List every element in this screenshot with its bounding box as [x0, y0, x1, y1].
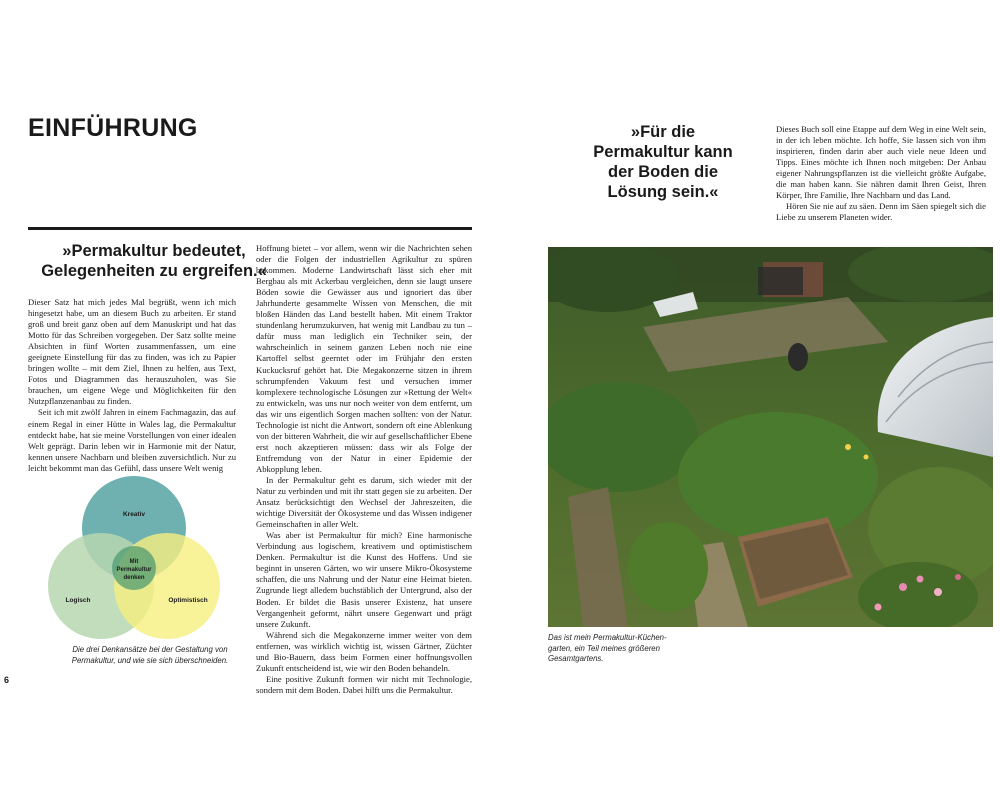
- venn-label-optimistisch: Optimistisch: [168, 597, 208, 604]
- pull-quote-right-line: der Boden die: [607, 163, 718, 181]
- page-number: 6: [4, 675, 10, 685]
- venn-caption: [50, 645, 250, 666]
- venn-label-center: Mit: [129, 559, 139, 565]
- body-column-1: [28, 297, 236, 474]
- paragraph: Dieses Buch soll eine Etappe auf dem Weg in eine Welt sein, in der ich leben möchte. Ich hoffe, Sie lassen sich von ihm inspirieren, finden darin aber auch viele neue Ideen und Tipps. Eines möchte ich Ihnen noch mitgeben: Der Anbau eigener Nahrungspflanzen ist die vielleicht größte Aufgabe, die man haben kann. Sie nähren damit Ihren Geist, Ihren Körper, Ihre Familie, Ihre Nachbarn und das Land.: [776, 124, 986, 201]
- paragraph: Während sich die Megakonzerne immer weiter von dem entfernen, was wirklich wichtig ist, wissen Gärtner, Züchter und Bio-Bauern, dass beim Formen einer hoffnungsvollen Zukunft entscheidend ist, wie wir den Boden behandeln.: [256, 629, 472, 673]
- photo-flower: [899, 583, 907, 591]
- caption-line: Die drei Denkansätze bei der Gestaltung von: [72, 645, 228, 654]
- venn-diagram: [48, 476, 220, 642]
- caption-line: Permakultur, und wie sie sich überschneiden.: [71, 655, 229, 665]
- photo-shed-solar-panel: [758, 267, 803, 295]
- photo-gardener: [788, 343, 808, 371]
- pull-quote-right-line: Permakultur kann: [593, 143, 733, 161]
- pull-quote-right-line: Lösung sein.«: [607, 183, 719, 201]
- paragraph: Dieser Satz hat mich jedes Mal begrüßt, wenn ich mich hingesetzt habe, um an diesem Buch zu arbeiten. Er stand groß und breit ganz oben auf dem Manuskript und hat das Motto für das Schreiben vorgegeben. Der Satz sollte meine Absichten in fünf Worten zusammenfassen, um eine geeignete Einstellung für das zu finden, was ich zu Papier bringen wollte – mit dem Ziel, Ihnen zu helfen, aus Text, Fotos und Diagrammen das herauszuholen, was Sie brauchen, um eigene Wege und Möglichkeiten für den Nutzpflanzenanbau zu finden.: [28, 297, 236, 407]
- paragraph: In der Permakultur geht es darum, sich wieder mit der Natur zu verbinden und mit ihr statt gegen sie zu arbeiten. Der Ansatz berücksichtigt den Wechsel der Jahreszeiten, die wichtige Diversität der Ökosysteme und das Wissen indigener Gemeinschaften in aller Welt.: [256, 474, 472, 530]
- photo-caption: [548, 633, 673, 665]
- paragraph: Was aber ist Permakultur für mich? Eine harmonische Verbindung aus logischem, kreativem und optimistischem Denken. Permakultur ist die Kunst des Hoffens. Und sie beginnt in unseren Gärten, wo wir unsere Mikro-Ökosysteme schaffen, die uns Nahrung und der Natur eine Heimat bieten. Zugrunde liegt alledem buchstäblich der Untergrund, also der Boden. Er bildet die Basis unserer Existenz, hat unsere Vergangenheit geformt, nährt unsere Gegenwart und prägt unsere Zukunft.: [256, 530, 472, 629]
- venn-label-center: Permakultur: [116, 567, 152, 573]
- venn-label-kreativ: Kreativ: [122, 511, 146, 518]
- paragraph: Seit ich mit zwölf Jahren in einem Fachmagazin, das auf einem Regal in einer Hütte in Wales lag, die Permakultur entdeckt habe, hat sie meine Vorstellungen von einer idealen Welt geprägt. Darin leben wir in Harmonie mit der Natur, kennen unsere Nachbarn und bleiben zuversichtlich. Nur zu leicht bekommt man das Gefühl, dass unsere Welt wenig: [28, 407, 237, 473]
- caption-line: Gesamtgartens.: [548, 654, 604, 663]
- paragraph: Hören Sie nie auf zu säen. Denn im Säen spiegelt sich die Liebe zu unserem Planeten wider.: [776, 201, 986, 223]
- heading-rule: [28, 227, 472, 230]
- pull-quote-left-line: Gelegenheiten zu ergreifen.«: [41, 262, 267, 280]
- body-column-3: [776, 124, 986, 223]
- body-column-2: [256, 243, 472, 696]
- paragraph: Eine positive Zukunft formen wir nicht mit Technologie, sondern mit dem Boden. Dabei hilft uns die Permakultur.: [256, 673, 472, 695]
- pull-quote-right-line: »Für die: [630, 123, 696, 141]
- photo-flower: [875, 604, 882, 611]
- paragraph: Hoffnung bietet – vor allem, wenn wir die Nachrichten sehen oder die Folgen der industriellen Agrikultur zu spüren bekommen. Moderne Landwirtschaft lässt sich eher mit Bergbau als mit Ackerbau vergleichen, denn sie laugt unsere Böden sowie die Gewässer aus und ignoriert das über Jahrhunderte gesammelte Wissen von Menschen, die mit bloßen Händen das Land bestellt haben. Mit einem Traktor stundenlang herumzukurven, hat wenig mit Landbau zu tun – dafür muss man lediglich ein Techniker sein, der wahrscheinlich in seinem ganzen Leben noch nie eine Kartoffel selbst geerntet oder im Frühjahr den ersten Kuckucksruf gehört hat. Die Megakonzerne sitzen in ihrem schrumpfenden Vakuum fest und versuchen immer komplexere technologische Lösungen zur »Rettung der Welt« zu entwickeln, was uns nur noch weiter von dem entfernt, um das wir uns eigentlich Sorgen machen sollten: von der Natur. Technologie ist nicht die Antwort, sondern oft eine Ablenkung von der bitteren Wahrheit, die wir auf gesellschaftlicher Ebene erst noch akzeptieren müssen: dass wir als Folge der Entfremdung von der Natur in einer Epidemie der Abkopplung leben.: [256, 243, 472, 474]
- photo-flower: [955, 574, 961, 580]
- venn-label-logisch: Logisch: [65, 597, 91, 604]
- caption-line: garten, ein Teil meines größeren: [548, 643, 660, 653]
- venn-label-center: denken: [123, 575, 145, 581]
- photo-flower: [934, 588, 942, 596]
- photo-flower: [917, 576, 924, 583]
- pull-quote-right: [575, 122, 751, 202]
- pull-quote-left-line: »Permakultur bedeutet,: [62, 242, 246, 260]
- photo-beds-center: [678, 412, 878, 542]
- photo-squash-leaves: [628, 522, 708, 612]
- photo-flower: [845, 444, 851, 450]
- caption-line: Das ist mein Permakultur-Küchen-: [548, 633, 667, 642]
- photo-flower: [864, 455, 869, 460]
- pull-quote-left: [28, 241, 280, 281]
- chapter-heading: EINFÜHRUNG: [28, 114, 198, 142]
- garden-photo: [548, 247, 993, 627]
